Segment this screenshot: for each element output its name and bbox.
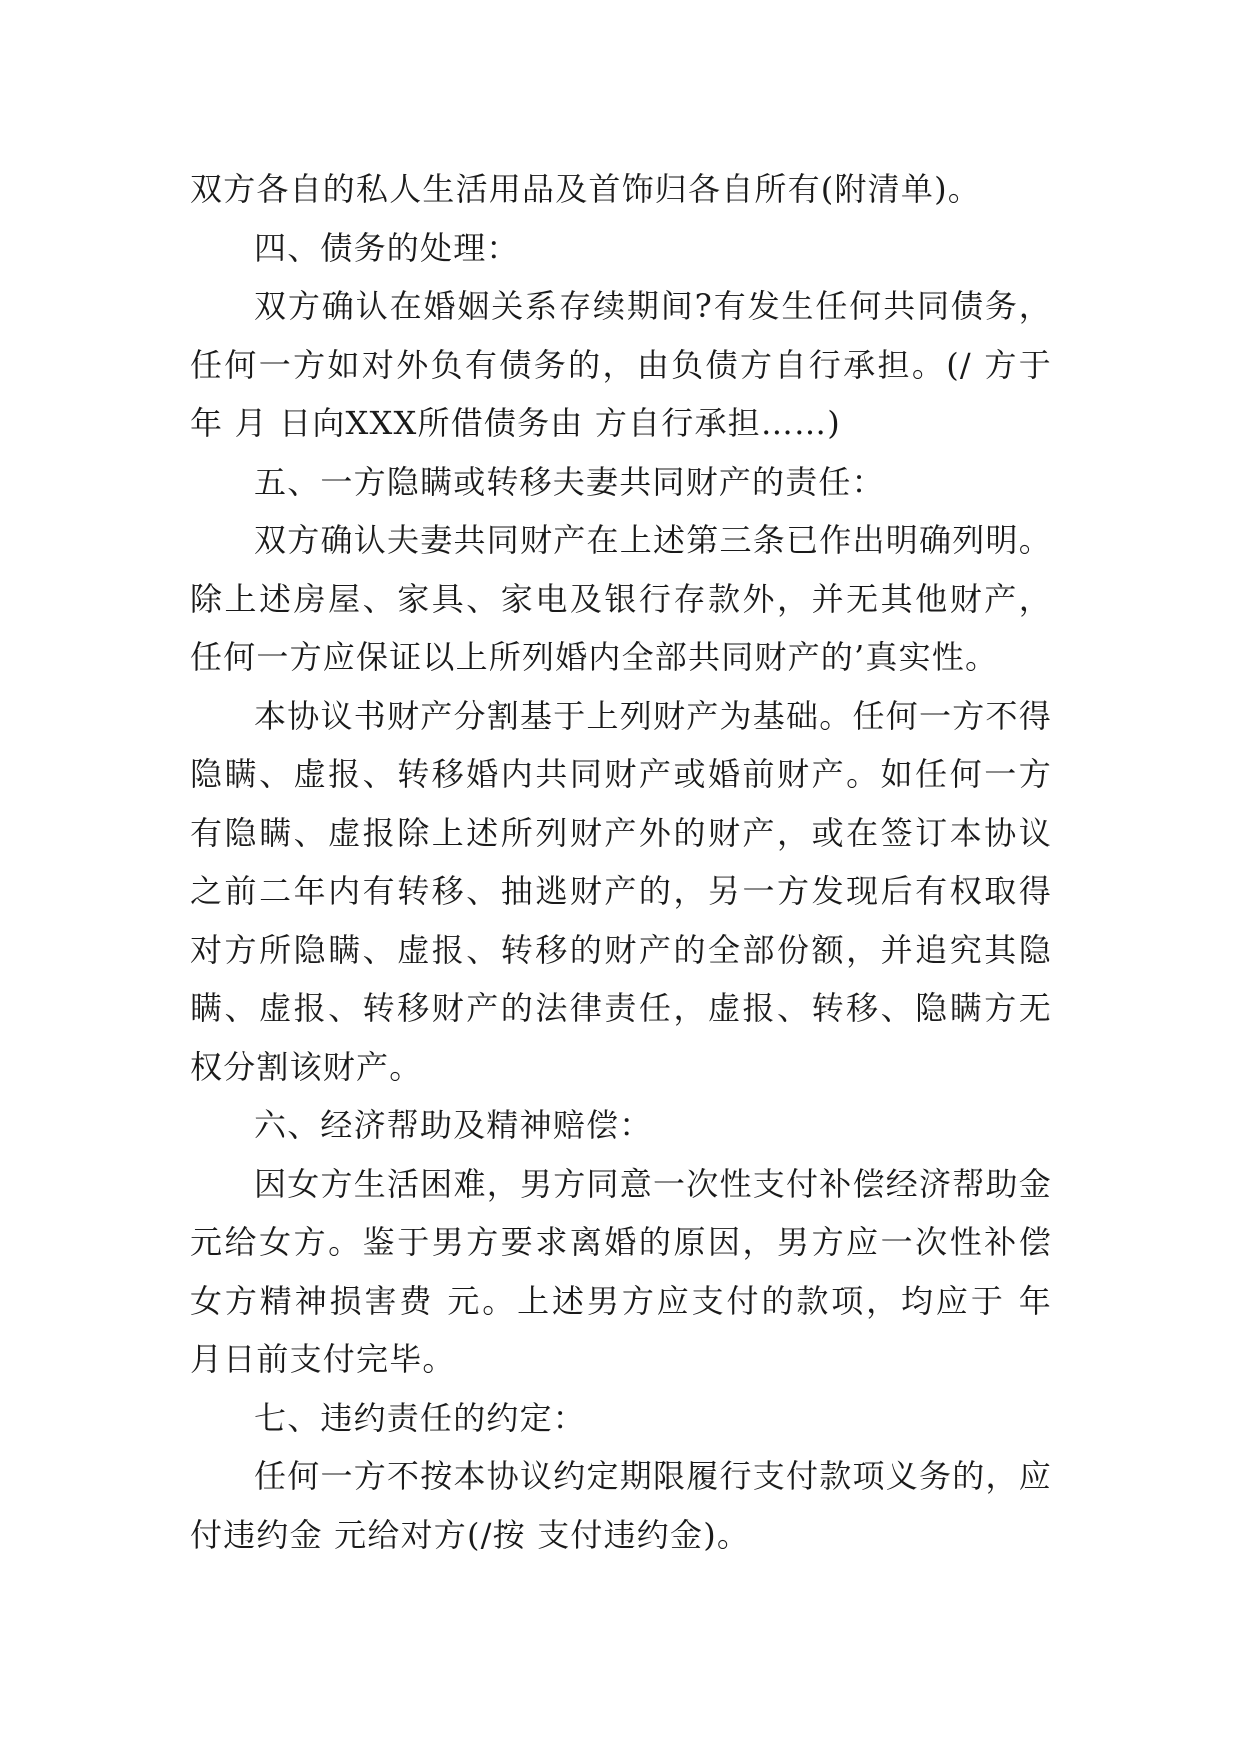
paragraph-debt-confirmation: 双方确认在婚姻关系存续期间?有发生任何共同债务，任何一方如对外负有债务的，由负债方自行承担。(/ 方于 年 月 日向XXX所借债务由 方自行承担……) — [190, 287, 1052, 442]
heading-breach-liability: 七、违约责任的约定： — [254, 1398, 587, 1437]
paragraph-personal-items: 双方各自的私人生活用品及首饰归各自所有(附清单)。 — [190, 170, 981, 208]
heading-concealment-liability: 五、一方隐瞒或转移夫妻共同财产的责任： — [254, 462, 885, 501]
paragraph-economic-aid: 因女方生活困难，男方同意一次性支付补偿经济帮助金元给女方。鉴于男方要求离婚的原因，男方应一次性补偿女方精神损害费 元。上述男方应支付的款项，均应于 年 月日前支付完毕。 — [190, 1164, 1052, 1378]
paragraph-breach-penalty: 任何一方不按本协议约定期限履行支付款项义务的，应付违约金 元给对方(/按 支付违约金)。 — [190, 1457, 1052, 1554]
heading-economic-aid: 六、经济帮助及精神赔偿： — [254, 1106, 653, 1144]
document-body — [190, 160, 1052, 1564]
heading-debt-handling: 四、债务的处理： — [254, 228, 520, 267]
paragraph-property-division-basis: 本协议书财产分割基于上列财产为基础。任何一方不得隐瞒、虚报、转移婚内共同财产或婚前财产。如任何一方有隐瞒、虚报除上述所列财产外的财产，或在签订本协议之前二年内有转移、抽逃财产的，另一方发现后有权取得对方所隐瞒、虚报、转移的财产的全部份额，并追究其隐瞒、虚报、转移财产的法律责任，虚报、转移、隐瞒方无权分割该财产。 — [190, 696, 1052, 1086]
paragraph-property-confirmation: 双方确认夫妻共同财产在上述第三条已作出明确列明。除上述房屋、家具、家电及银行存款外，并无其他财产，任何一方应保证以上所列婚内全部共同财产的’真实性。 — [190, 521, 1052, 676]
